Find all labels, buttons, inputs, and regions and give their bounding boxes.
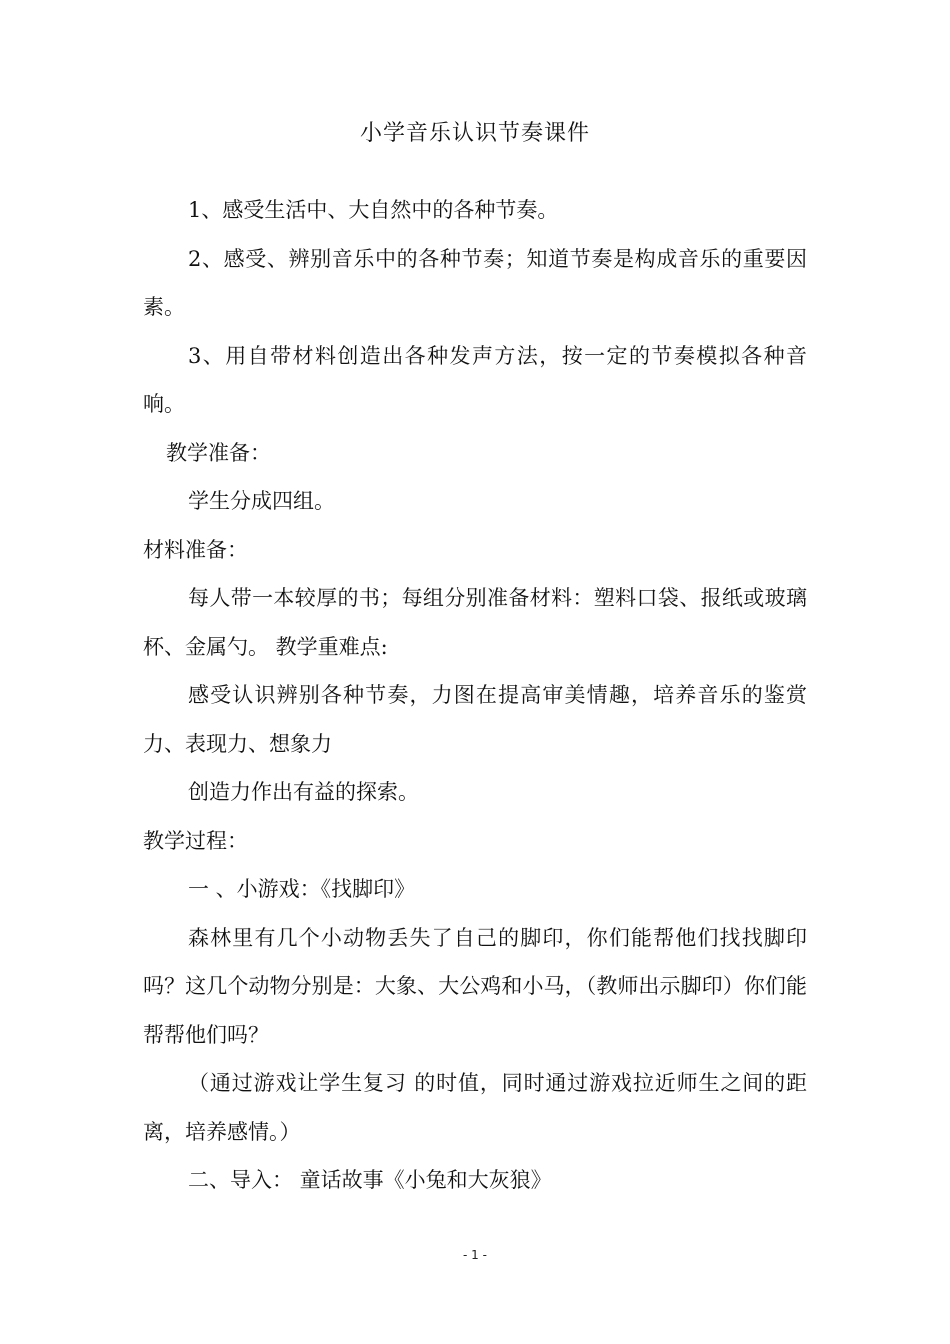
page-title: 小学音乐认识节奏课件 xyxy=(359,121,590,146)
paragraph: 森林里有几个小动物丢失了自己的脚印，你们能帮他们找找脚印吗？这几个动物分别是：大象、大公鸡和小马，（教师出示脚印）你们能帮帮他们吗？ xyxy=(143,925,807,1047)
paragraph: 感受认识辨别各种节奏，力图在提高审美情趣，培养音乐的鉴赏力、表现力、想象力 xyxy=(143,683,807,756)
document-body xyxy=(143,186,807,1205)
paragraph: 1、感受生活中、大自然中的各种节奏。 xyxy=(188,198,559,222)
subsection-heading: 二、导入： 童话故事《小兔和大灰狼》 xyxy=(188,1168,552,1192)
paragraph: 2、感受、辨别音乐中的各种节奏；知道节奏是构成音乐的重要因素。 xyxy=(143,246,807,319)
paragraph: 3、用自带材料创造出各种发声方法，按一定的节奏模拟各种音响。 xyxy=(143,343,807,416)
paragraph: （通过游戏让学生复习 的时值，同时通过游戏拉近师生之间的距离，培养感情。） xyxy=(143,1071,807,1144)
paragraph: 每人带一本较厚的书；每组分别准备材料：塑料口袋、报纸或玻璃杯、金属勺。 教学重难点: xyxy=(143,586,807,659)
paragraph: 创造力作出有益的探索。 xyxy=(188,780,419,804)
page-number: - 1 - xyxy=(463,1248,487,1262)
subsection-heading: 一 、小游戏：《找脚印》 xyxy=(188,877,416,901)
paragraph: 学生分成四组。 xyxy=(188,489,335,513)
section-heading: 材料准备： xyxy=(143,537,248,562)
section-heading: 教学过程： xyxy=(143,828,248,853)
section-heading: 教学准备： xyxy=(166,440,271,465)
